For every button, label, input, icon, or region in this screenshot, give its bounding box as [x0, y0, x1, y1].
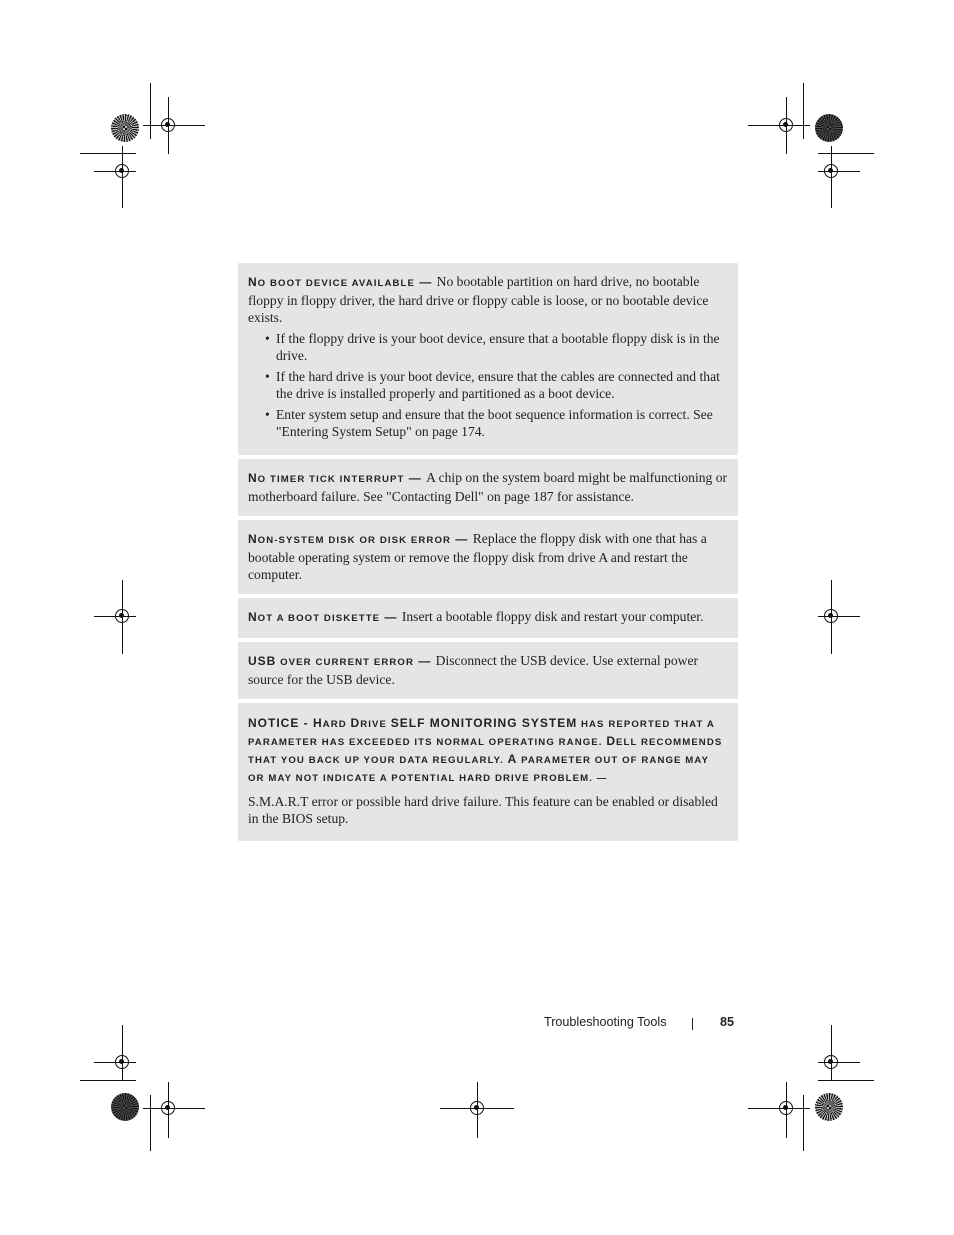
- entry-text: Replace the floppy disk with one that has a bootable operating system or remove the floppy disk from drive A and restart the computer.: [248, 531, 707, 582]
- entry-text: Insert a bootable floppy disk and restart your computer.: [401, 609, 704, 624]
- footer-section-title: Troubleshooting Tools: [544, 1015, 667, 1029]
- crop-line: [818, 1080, 874, 1081]
- bullet-list: [248, 330, 728, 440]
- entry-text: No bootable partition on hard drive, no bootable floppy in floppy driver, the hard drive or floppy cable is loose, or no bootable device exists.: [248, 274, 709, 325]
- crop-line: [80, 153, 136, 154]
- crop-line: [803, 83, 804, 139]
- notice-title: NOTICE - HARD DRIVE SELF MONITORING SYSTEM HAS REPORTED THAT A PARAMETER HAS EXCEEDED ITS NORMAL OPERATING RANGE. DELL RECOMMENDS THAT YOU BACK UP YOUR DATA REGULARLY. A PARAMETER OUT OF RANGE MAY OR MAY NOT INDICATE A POTENTIAL HARD DRIVE PROBLEM. —: [248, 716, 723, 784]
- crop-line: [80, 1080, 136, 1081]
- error-entry-smart-notice: [238, 703, 738, 841]
- registration-starburst-icon: [815, 114, 843, 142]
- error-message-list: [238, 263, 738, 845]
- registration-target-icon: [115, 164, 129, 178]
- error-entry-non-system-disk: [238, 520, 738, 594]
- entry-title: NON-SYSTEM DISK OR DISK ERROR —: [248, 532, 473, 546]
- registration-target-icon: [824, 609, 838, 623]
- footer-separator: [692, 1018, 693, 1030]
- registration-target-icon: [779, 118, 793, 132]
- error-entry-not-boot-diskette: [238, 598, 738, 638]
- registration-target-icon: [779, 1101, 793, 1115]
- registration-starburst-icon: [815, 1093, 843, 1121]
- registration-target-icon: [115, 1055, 129, 1069]
- crop-line: [150, 1095, 151, 1151]
- error-entry-timer-tick: [238, 459, 738, 516]
- entry-title: NOT A BOOT DISKETTE —: [248, 610, 402, 624]
- entry-title: NO BOOT DEVICE AVAILABLE —: [248, 275, 437, 289]
- error-entry-usb-over-current: [238, 642, 738, 699]
- crop-line: [831, 1025, 832, 1081]
- notice-text: S.M.A.R.T error or possible hard drive failure. This feature can be enabled or disabled in the BIOS setup.: [248, 794, 718, 826]
- crop-line: [150, 83, 151, 139]
- crop-line: [122, 1025, 123, 1081]
- entry-title: NO TIMER TICK INTERRUPT —: [248, 471, 427, 485]
- list-item: • If the hard drive is your boot device, ensure that the cables are connected and that the drive is installed properly and partitioned as a boot device.: [265, 368, 728, 402]
- list-item: • If the floppy drive is your boot device, ensure that a bootable floppy disk is in the drive.: [265, 330, 728, 364]
- registration-target-icon: [824, 164, 838, 178]
- registration-target-icon: [161, 118, 175, 132]
- page-footer: [544, 1015, 744, 1029]
- registration-starburst-icon: [111, 114, 139, 142]
- list-item: • Enter system setup and ensure that the boot sequence information is correct. See "Entering System Setup" on page 174.: [265, 406, 728, 440]
- crop-line: [803, 1095, 804, 1151]
- crop-line: [818, 153, 874, 154]
- entry-title: USB OVER CURRENT ERROR —: [248, 654, 436, 668]
- registration-target-icon: [115, 609, 129, 623]
- registration-target-icon: [161, 1101, 175, 1115]
- registration-target-icon: [470, 1101, 484, 1115]
- registration-starburst-icon: [111, 1093, 139, 1121]
- error-entry-no-boot-device: [238, 263, 738, 455]
- registration-target-icon: [824, 1055, 838, 1069]
- page-number: 85: [720, 1015, 735, 1029]
- entry-paragraph: [248, 273, 728, 326]
- entry-text: A chip on the system board might be malfunctioning or motherboard failure. See "Contacting Dell" on page 187 for assistance.: [248, 470, 728, 504]
- entry-text: Disconnect the USB device. Use external power source for the USB device.: [248, 653, 699, 687]
